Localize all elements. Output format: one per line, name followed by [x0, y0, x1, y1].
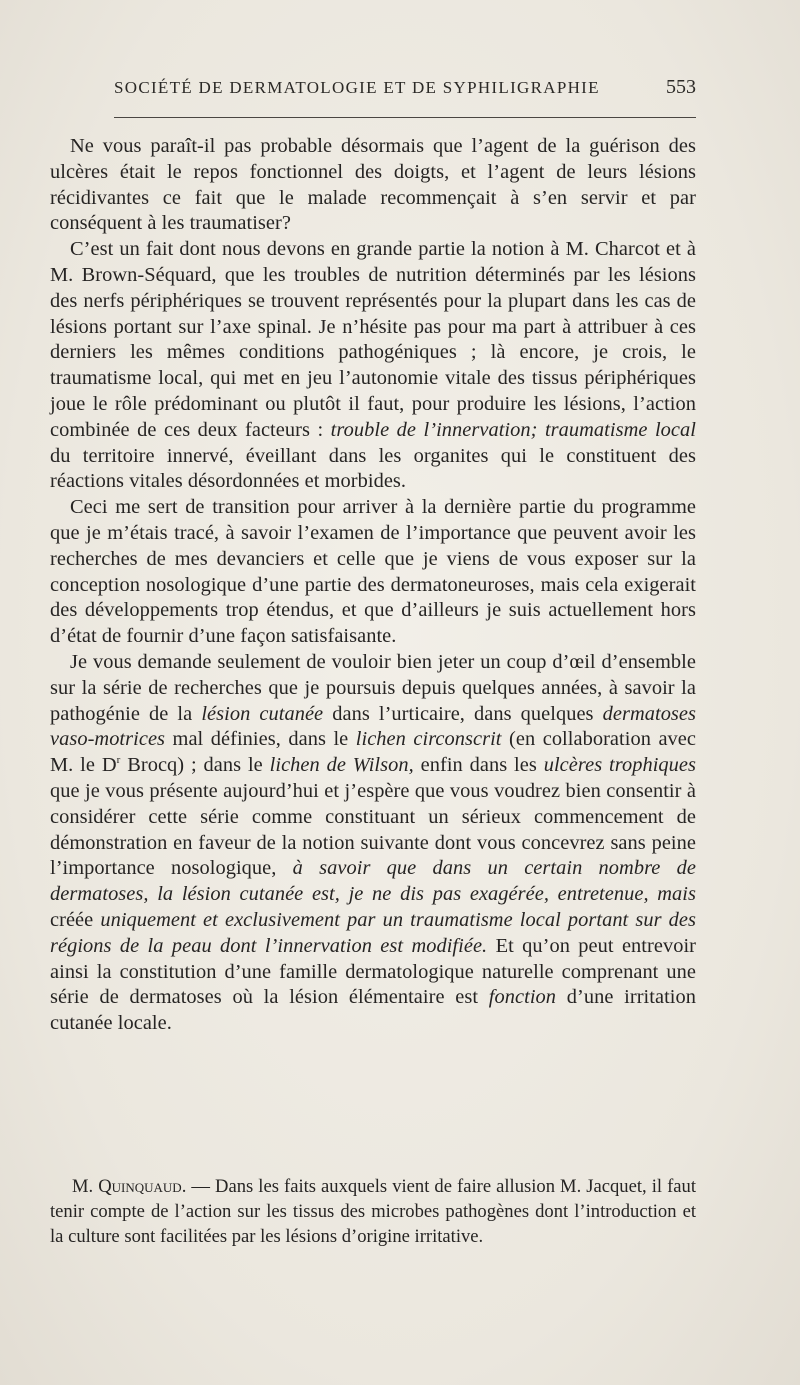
remark-paragraph — [50, 1174, 696, 1250]
paragraph-4-italic-segment: uniquement et exclusivement par un traumatisme local portant sur des régions de la peau dont l’innervation est modifiée. — [50, 908, 696, 957]
paragraph-3 — [50, 495, 696, 650]
paragraph-4-segment: que je vous présente aujourd’hui et j’espère que vous voudrez bien consentir à considérer cette série comme constituant un sérieux commencement de démonstration en faveur de la notion suivante dont vous concevrez sans peine l’importance nosologique, — [50, 779, 696, 880]
paragraph-4-segment: d’une irritation cutanée locale. — [50, 986, 696, 1035]
paragraph-4-segment: Et qu’on peut entrevoir ainsi la constitution d’une famille dermatologique naturelle comprenant une série de dermatoses où la lésion élémentaire est — [50, 934, 697, 1009]
superscript-r: r — [116, 754, 121, 767]
header-rule — [114, 117, 696, 118]
paragraph-3-text: Ceci me sert de transition pour arriver à la dernière partie du programme que je m’étais tracé, à savoir l’examen de l’importance que peuvent avoir les recherches de mes devanciers et celle que je viens de vous exposer sur la conception nosologique d’une partie des dermatoneuroses, mais cela exigerait des développements trop étendus, et que d’ailleurs je suis actuellement hors d’état de fournir d’une façon satisfaisante. — [50, 496, 696, 648]
paragraph-4-segment: enfin dans les — [420, 754, 537, 777]
paragraph-4-segment: créée — [50, 908, 94, 931]
paragraph-4-italic-segment: lichen circonscrit — [355, 728, 502, 751]
paragraph-2-text: C’est un fait dont nous devons en grande partie la notion à M. Charcot et à M. Brown-Séquard, que les troubles de nutrition déterminés par les lésions des nerfs périphériques se trouvent représentés pour la plupart dans les cas de lésions portant sur l’axe spinal. Je n’hésite pas pour ma part à attribuer à ces derniers les mêmes conditions pathogéniques ; là encore, je crois, le traumatisme local, qui met en jeu l’autonomie vitale des tissus périphériques joue le rôle prédominant ou plutôt il faut, pour produire les lésions, l’action combinée de ces deux facteurs : — [50, 238, 696, 441]
main-text — [50, 134, 696, 1037]
running-title: SOCIÉTÉ DE DERMATOLOGIE ET DE SYPHILIGRAPHIE — [114, 78, 600, 97]
paragraph-4-italic-segment: ulcères trophiques — [543, 754, 697, 777]
paragraph-4-segment: (en collaboration avec M. le D — [50, 728, 696, 777]
paragraph-2-tail: du territoire innervé, éveillant dans les organites qui le constituent des réactions vitales désordonnées et morbides. — [50, 444, 696, 493]
paragraph-1 — [50, 134, 696, 237]
page-number: 553 — [666, 76, 696, 98]
remark-text: — Dans les faits auxquels vient de faire allusion M. Jacquet, il faut tenir compte de l’action sur les tissus des microbes pathogènes dont l’introduction et la culture sont facilitées par les lésions d’origine irritative. — [50, 1176, 696, 1248]
paragraph-4-segment: mal définies, dans le — [172, 728, 349, 751]
paragraph-4-italic-segment: fonction — [488, 986, 557, 1009]
page-header — [114, 74, 696, 102]
paragraph-2-italic: trouble de l’innervation; traumatisme local — [330, 418, 696, 441]
speaker-name: M. Quinquaud. — [72, 1176, 187, 1197]
paragraph-4-italic-segment: lichen de Wilson, — [269, 754, 414, 777]
paragraph-4-segment: dans l’urticaire, dans quelques — [332, 702, 594, 725]
paragraph-4 — [50, 650, 696, 1037]
paragraph-4-italic-segment: dermatoses vaso-motrices — [50, 702, 697, 751]
paragraph-4-italic-segment: lésion cutanée — [201, 702, 324, 725]
paragraph-4-segment: Je vous demande seulement de vouloir bien jeter un coup d’œil d’ensemble sur la série de recherches que je poursuis depuis quelques années, à savoir la pathogénie de la — [50, 650, 696, 725]
paragraph-4-segment: Brocq) ; dans le — [127, 754, 263, 777]
paragraph-1-text: Ne vous paraît-il pas probable désormais que l’agent de la guérison des ulcères était le repos fonctionnel des doigts, et l’agent de leurs lésions récidivantes ce fait que le malade recommençait à s’en servir et par conséquent à les traumatiser? — [50, 135, 696, 235]
paragraph-4-italic-segment: à savoir que dans un certain nombre de dermatoses, la lésion cutanée est, je ne dis pas exagérée, entretenue, mais — [50, 857, 696, 906]
discussion-remark — [50, 1174, 696, 1250]
paragraph-2 — [50, 237, 696, 495]
